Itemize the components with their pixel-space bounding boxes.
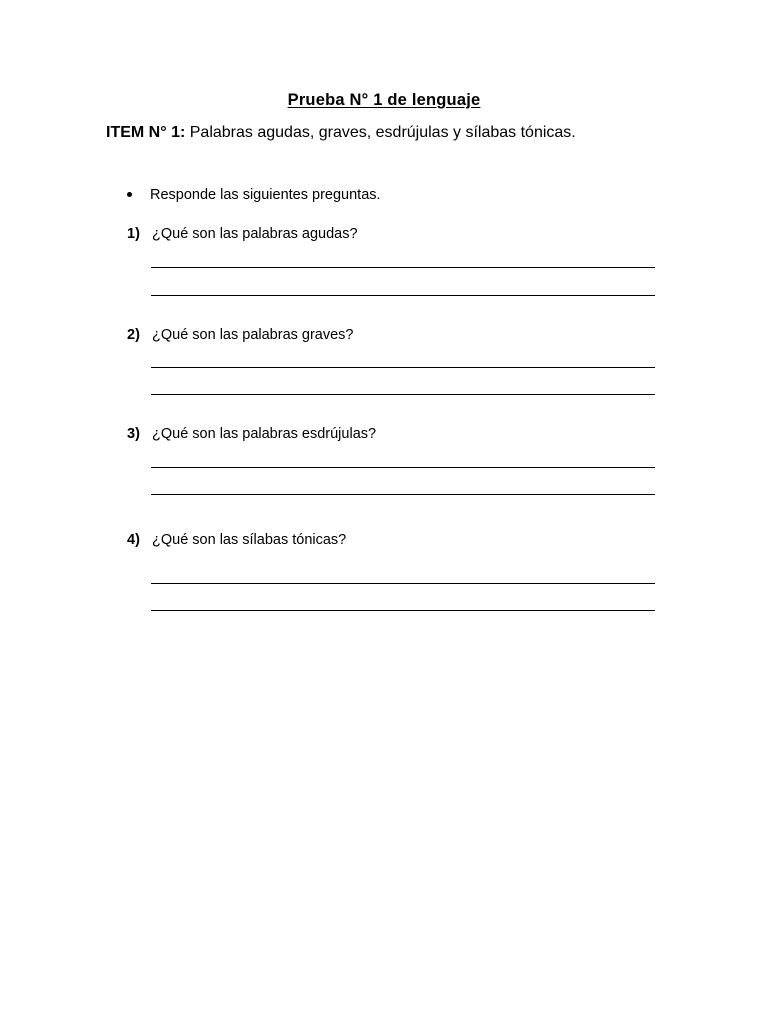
- question-2: [127, 327, 354, 343]
- question-text: ¿Qué son las palabras graves?: [152, 327, 354, 343]
- page-title: Prueba N° 1 de lenguaje: [287, 91, 481, 109]
- question-1: [127, 226, 358, 242]
- answer-line-2a[interactable]: [151, 367, 655, 368]
- answer-line-2b[interactable]: [151, 394, 655, 395]
- answer-line-4a[interactable]: [151, 583, 655, 584]
- answer-line-4b[interactable]: [151, 610, 655, 611]
- item-text: Palabras agudas, graves, esdrújulas y sílabas tónicas.: [189, 124, 576, 141]
- answer-line-1b[interactable]: [151, 295, 655, 296]
- question-number: 2): [127, 327, 140, 343]
- instruction-bullet: [127, 187, 381, 203]
- answer-line-3a[interactable]: [151, 467, 655, 468]
- answer-line-3b[interactable]: [151, 494, 655, 495]
- answer-line-1a[interactable]: [151, 267, 655, 268]
- question-text: ¿Qué son las sílabas tónicas?: [152, 532, 347, 548]
- bullet-icon: [127, 192, 132, 197]
- question-3: [127, 426, 376, 442]
- item-heading: [106, 124, 576, 142]
- item-label: ITEM N° 1:: [106, 124, 186, 141]
- question-number: 4): [127, 532, 140, 548]
- question-text: ¿Qué son las palabras esdrújulas?: [152, 426, 377, 442]
- question-number: 1): [127, 226, 140, 242]
- question-text: ¿Qué son las palabras agudas?: [152, 226, 358, 242]
- question-4: [127, 532, 346, 548]
- instruction-text: Responde las siguientes preguntas.: [150, 187, 381, 203]
- question-number: 3): [127, 426, 140, 442]
